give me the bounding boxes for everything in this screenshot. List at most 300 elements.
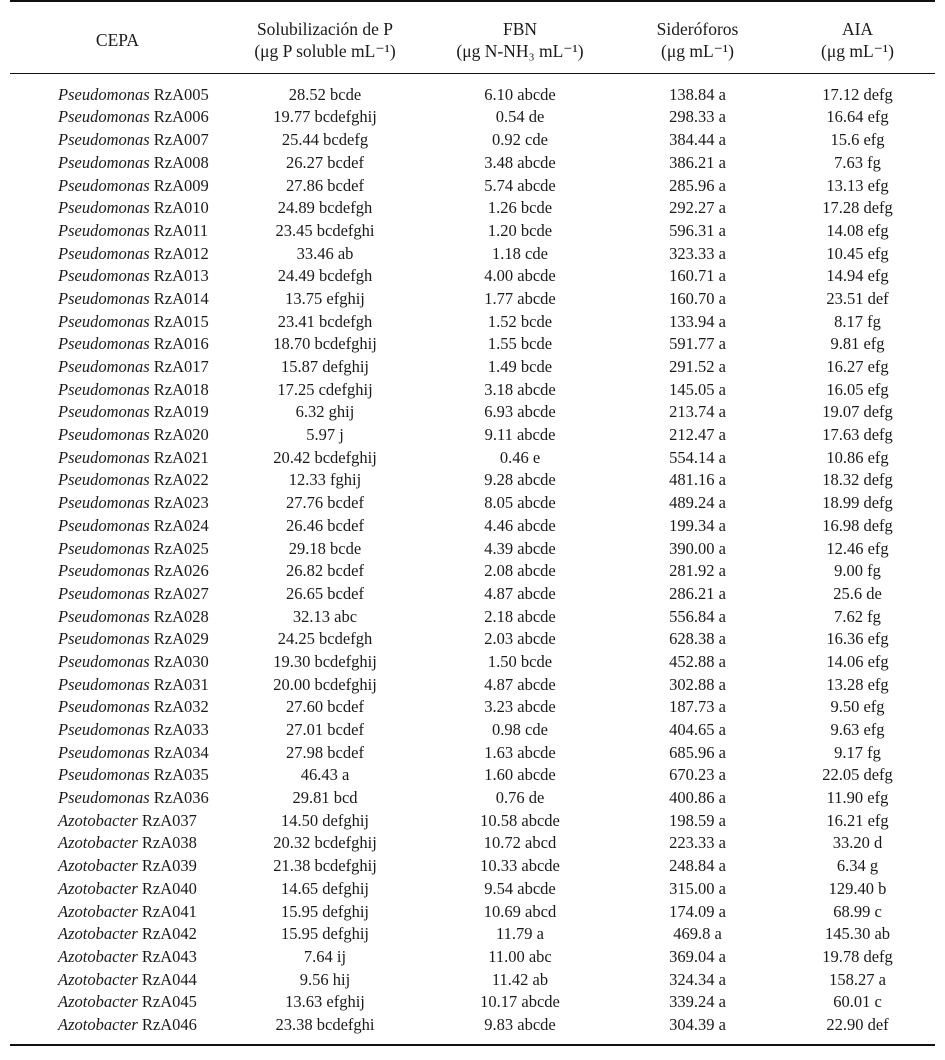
cell-aia: 9.50 efg bbox=[830, 697, 885, 717]
table-row bbox=[10, 606, 935, 629]
strain-genus: Pseudomonas bbox=[58, 765, 150, 785]
cell-siderophores: 685.96 a bbox=[669, 742, 726, 762]
table-row bbox=[10, 674, 935, 697]
cell-fbn: 1.49 bcde bbox=[487, 357, 553, 377]
cell-fbn: 10.33 abcde bbox=[480, 856, 560, 876]
cell-p-solubilization: 21.38 bcdefghij bbox=[273, 856, 377, 876]
table-row bbox=[10, 878, 935, 901]
strain-code: RzA009 bbox=[153, 175, 209, 195]
cell-aia: 68.99 c bbox=[833, 901, 882, 921]
cell-fbn: 10.58 abcde bbox=[480, 810, 560, 830]
table-row bbox=[10, 73, 935, 106]
table-row bbox=[10, 243, 935, 266]
cell-aia: 19.07 defg bbox=[822, 402, 893, 422]
cell-siderophores: 596.31 a bbox=[669, 220, 726, 240]
table-row bbox=[10, 469, 935, 492]
cell-siderophores: 384.44 a bbox=[669, 130, 726, 150]
strain-genus: Pseudomonas bbox=[58, 720, 150, 740]
cell-siderophores: 386.21 a bbox=[669, 152, 726, 172]
cell-strain bbox=[10, 288, 225, 311]
cell-p-solubilization: 6.32 ghij bbox=[295, 402, 355, 422]
cell-aia: 11.90 efg bbox=[826, 788, 889, 808]
cell-aia: 23.51 def bbox=[826, 288, 889, 308]
cell-strain bbox=[10, 174, 225, 197]
cell-siderophores: 292.27 a bbox=[669, 198, 726, 218]
table-row bbox=[10, 288, 935, 311]
strain-code: RzA037 bbox=[141, 810, 197, 830]
strain-genus: Pseudomonas bbox=[58, 402, 150, 422]
cell-fbn: 11.00 abc bbox=[488, 946, 552, 966]
cell-strain bbox=[10, 719, 225, 742]
cell-strain bbox=[10, 220, 225, 243]
strain-code: RzA032 bbox=[153, 697, 209, 717]
cell-aia: 17.63 defg bbox=[822, 425, 893, 445]
cell-aia: 8.17 fg bbox=[834, 311, 881, 331]
cell-aia: 129.40 b bbox=[828, 878, 887, 898]
cell-strain bbox=[10, 492, 225, 515]
cell-p-solubilization: 24.49 bcdefgh bbox=[277, 266, 373, 286]
strain-genus: Pseudomonas bbox=[58, 152, 150, 172]
cell-strain bbox=[10, 537, 225, 560]
strain-genus: Pseudomonas bbox=[58, 629, 150, 649]
cell-siderophores: 286.21 a bbox=[669, 583, 726, 603]
cell-fbn: 3.18 abcde bbox=[484, 379, 556, 399]
strain-code: RzA031 bbox=[153, 674, 209, 694]
strain-genus: Pseudomonas bbox=[58, 357, 150, 377]
cell-strain bbox=[10, 628, 225, 651]
strain-code: RzA024 bbox=[153, 515, 209, 535]
cell-p-solubilization: 18.70 bcdefghij bbox=[273, 334, 377, 354]
table-row bbox=[10, 492, 935, 515]
strain-genus: Pseudomonas bbox=[58, 697, 150, 717]
cell-fbn: 9.11 abcde bbox=[484, 425, 556, 445]
cell-aia: 9.17 fg bbox=[834, 742, 881, 762]
cell-strain bbox=[10, 900, 225, 923]
cell-fbn: 9.83 abcde bbox=[484, 1014, 556, 1034]
cell-strain bbox=[10, 311, 225, 334]
cell-fbn: 10.69 abcd bbox=[483, 901, 557, 921]
cell-siderophores: 160.70 a bbox=[669, 288, 726, 308]
cell-p-solubilization: 26.46 bcdef bbox=[286, 515, 364, 535]
strain-code: RzA045 bbox=[141, 992, 197, 1012]
strain-genus: Azotobacter bbox=[58, 810, 138, 830]
cell-strain bbox=[10, 401, 225, 424]
cell-siderophores: 291.52 a bbox=[669, 357, 726, 377]
cell-strain bbox=[10, 651, 225, 674]
cell-siderophores: 452.88 a bbox=[669, 651, 726, 671]
table-row bbox=[10, 764, 935, 787]
strain-genus: Pseudomonas bbox=[58, 538, 150, 558]
cell-siderophores: 145.05 a bbox=[669, 379, 726, 399]
cell-aia: 13.28 efg bbox=[826, 674, 889, 694]
cell-p-solubilization: 5.97 j bbox=[306, 425, 344, 445]
cell-aia: 22.05 defg bbox=[822, 765, 893, 785]
cell-strain bbox=[10, 787, 225, 810]
cell-p-solubilization: 26.27 bcdef bbox=[286, 152, 364, 172]
strain-code: RzA015 bbox=[153, 311, 209, 331]
cell-fbn: 0.92 cde bbox=[492, 130, 548, 150]
column-header-fbn: FBN (μg N-NH₃ mL⁻¹) bbox=[456, 19, 584, 62]
cell-aia: 12.46 efg bbox=[826, 538, 889, 558]
cell-strain bbox=[10, 152, 225, 175]
cell-p-solubilization: 14.50 defghij bbox=[281, 810, 369, 830]
cell-fbn: 6.93 abcde bbox=[484, 402, 556, 422]
cell-siderophores: 324.34 a bbox=[669, 969, 726, 989]
cell-aia: 9.00 fg bbox=[834, 561, 881, 581]
cell-aia: 16.27 efg bbox=[826, 357, 889, 377]
strain-genus: Pseudomonas bbox=[58, 198, 150, 218]
cell-fbn: 1.20 bcde bbox=[487, 220, 553, 240]
cell-fbn: 4.00 abcde bbox=[484, 266, 556, 286]
cell-aia: 15.6 efg bbox=[830, 130, 885, 150]
cell-aia: 10.86 efg bbox=[826, 447, 889, 467]
column-header-p-solubilization: Solubilización de P (μg P soluble mL⁻¹) bbox=[254, 19, 396, 62]
table-row bbox=[10, 583, 935, 606]
table-row bbox=[10, 900, 935, 923]
cell-fbn: 5.74 abcde bbox=[484, 175, 556, 195]
cell-strain bbox=[10, 265, 225, 288]
cell-fbn: 10.17 abcde bbox=[480, 992, 560, 1012]
cell-aia: 18.32 defg bbox=[822, 470, 893, 490]
cell-aia: 16.21 efg bbox=[826, 810, 889, 830]
strain-code: RzA029 bbox=[153, 629, 209, 649]
table-row bbox=[10, 379, 935, 402]
table-row bbox=[10, 333, 935, 356]
cell-p-solubilization: 27.98 bcdef bbox=[286, 742, 364, 762]
cell-fbn: 1.60 abcde bbox=[484, 765, 556, 785]
strain-code: RzA038 bbox=[141, 833, 197, 853]
cell-siderophores: 199.34 a bbox=[669, 515, 726, 535]
cell-fbn: 1.52 bcde bbox=[487, 311, 553, 331]
cell-p-solubilization: 13.63 efghij bbox=[285, 992, 365, 1012]
strain-genus: Pseudomonas bbox=[58, 288, 150, 308]
cell-aia: 14.08 efg bbox=[826, 220, 889, 240]
cell-fbn: 4.87 abcde bbox=[484, 674, 556, 694]
cell-strain bbox=[10, 946, 225, 969]
cell-p-solubilization: 19.30 bcdefghij bbox=[273, 651, 377, 671]
cell-fbn: 0.46 e bbox=[499, 447, 541, 467]
cell-p-solubilization: 23.41 bcdefgh bbox=[277, 311, 373, 331]
cell-aia: 19.78 defg bbox=[822, 946, 893, 966]
strain-code: RzA033 bbox=[153, 720, 209, 740]
cell-strain bbox=[10, 923, 225, 946]
cell-p-solubilization: 17.25 cdefghij bbox=[277, 379, 373, 399]
table-row bbox=[10, 311, 935, 334]
strain-code: RzA006 bbox=[153, 107, 209, 127]
strain-genus: Azotobacter bbox=[58, 878, 138, 898]
strain-code: RzA010 bbox=[153, 198, 209, 218]
cell-strain bbox=[10, 583, 225, 606]
strain-code: RzA008 bbox=[153, 152, 209, 172]
strain-genus: Pseudomonas bbox=[58, 175, 150, 195]
table-row bbox=[10, 651, 935, 674]
cell-strain bbox=[10, 696, 225, 719]
strain-code: RzA044 bbox=[141, 969, 197, 989]
table-row bbox=[10, 129, 935, 152]
strain-genus: Pseudomonas bbox=[58, 266, 150, 286]
cell-p-solubilization: 12.33 fghij bbox=[288, 470, 362, 490]
strain-genus: Pseudomonas bbox=[58, 583, 150, 603]
cell-fbn: 9.54 abcde bbox=[484, 878, 556, 898]
strain-code: RzA040 bbox=[141, 878, 197, 898]
cell-aia: 16.05 efg bbox=[826, 379, 889, 399]
cell-siderophores: 160.71 a bbox=[669, 266, 726, 286]
cell-aia: 25.6 de bbox=[833, 583, 882, 603]
table-row bbox=[10, 152, 935, 175]
cell-aia: 33.20 d bbox=[832, 833, 883, 853]
cell-fbn: 0.98 cde bbox=[492, 720, 548, 740]
table-row bbox=[10, 265, 935, 288]
table-row bbox=[10, 1014, 935, 1046]
cell-fbn: 0.54 de bbox=[495, 107, 545, 127]
table-row bbox=[10, 356, 935, 379]
cell-p-solubilization: 23.38 bcdefghi bbox=[275, 1014, 375, 1034]
strain-code: RzA036 bbox=[153, 788, 209, 808]
table-row bbox=[10, 560, 935, 583]
table-row bbox=[10, 742, 935, 765]
cell-strain bbox=[10, 742, 225, 765]
cell-p-solubilization: 29.81 bcd bbox=[292, 788, 358, 808]
cell-fbn: 1.26 bcde bbox=[487, 198, 553, 218]
strain-code: RzA034 bbox=[153, 742, 209, 762]
strain-genus: Pseudomonas bbox=[58, 107, 150, 127]
cell-strain bbox=[10, 447, 225, 470]
strain-code: RzA020 bbox=[153, 425, 209, 445]
cell-aia: 16.36 efg bbox=[826, 629, 889, 649]
cell-siderophores: 556.84 a bbox=[669, 606, 726, 626]
strain-genus: Pseudomonas bbox=[58, 379, 150, 399]
cell-strain bbox=[10, 73, 225, 106]
table-row bbox=[10, 719, 935, 742]
strain-code: RzA011 bbox=[153, 220, 209, 240]
cell-p-solubilization: 20.32 bcdefghij bbox=[273, 833, 377, 853]
cell-strain bbox=[10, 515, 225, 538]
cell-aia: 60.01 c bbox=[833, 992, 882, 1012]
cell-p-solubilization: 29.18 bcde bbox=[288, 538, 362, 558]
table-row bbox=[10, 810, 935, 833]
cell-siderophores: 591.77 a bbox=[669, 334, 726, 354]
column-header-siderophores: Sideróforos (μg mL⁻¹) bbox=[656, 19, 739, 62]
cell-fbn: 1.18 cde bbox=[492, 243, 548, 263]
strain-genus: Pseudomonas bbox=[58, 334, 150, 354]
strain-genus: Azotobacter bbox=[58, 901, 138, 921]
cell-aia: 10.45 efg bbox=[826, 243, 889, 263]
cell-strain bbox=[10, 606, 225, 629]
cell-p-solubilization: 33.46 ab bbox=[296, 243, 354, 263]
cell-siderophores: 554.14 a bbox=[669, 447, 726, 467]
strain-code: RzA026 bbox=[153, 561, 209, 581]
cell-siderophores: 281.92 a bbox=[669, 561, 726, 581]
cell-strain bbox=[10, 379, 225, 402]
table-row bbox=[10, 946, 935, 969]
strain-genus: Pseudomonas bbox=[58, 561, 150, 581]
cell-p-solubilization: 27.86 bcdef bbox=[286, 175, 364, 195]
cell-fbn: 2.08 abcde bbox=[484, 561, 556, 581]
strain-genus: Pseudomonas bbox=[58, 493, 150, 513]
cell-p-solubilization: 28.52 bcde bbox=[288, 84, 362, 104]
cell-siderophores: 285.96 a bbox=[669, 175, 726, 195]
table-row bbox=[10, 220, 935, 243]
cell-fbn: 2.03 abcde bbox=[484, 629, 556, 649]
cell-p-solubilization: 9.56 hij bbox=[299, 969, 351, 989]
strain-genus: Pseudomonas bbox=[58, 674, 150, 694]
cell-siderophores: 489.24 a bbox=[669, 493, 726, 513]
cell-fbn: 0.76 de bbox=[495, 788, 545, 808]
strain-genus: Azotobacter bbox=[58, 856, 138, 876]
cell-fbn: 4.39 abcde bbox=[484, 538, 556, 558]
cell-siderophores: 302.88 a bbox=[669, 674, 726, 694]
table-row bbox=[10, 696, 935, 719]
cell-p-solubilization: 23.45 bcdefghi bbox=[275, 220, 375, 240]
cell-p-solubilization: 24.25 bcdefgh bbox=[277, 629, 373, 649]
cell-p-solubilization: 26.82 bcdef bbox=[286, 561, 364, 581]
table-row bbox=[10, 447, 935, 470]
cell-strain bbox=[10, 243, 225, 266]
cell-aia: 16.98 defg bbox=[822, 515, 893, 535]
cell-siderophores: 213.74 a bbox=[669, 402, 726, 422]
strain-code: RzA017 bbox=[153, 357, 209, 377]
cell-fbn: 4.87 abcde bbox=[484, 583, 556, 603]
column-header-strain: CEPA bbox=[95, 30, 140, 51]
cell-strain bbox=[10, 878, 225, 901]
strain-genus: Pseudomonas bbox=[58, 425, 150, 445]
cell-strain bbox=[10, 832, 225, 855]
cell-fbn: 6.10 abcde bbox=[484, 84, 556, 104]
table-row bbox=[10, 969, 935, 992]
strain-code: RzA028 bbox=[153, 606, 209, 626]
header-row bbox=[10, 1, 935, 73]
cell-fbn: 8.05 abcde bbox=[484, 493, 556, 513]
cell-strain bbox=[10, 810, 225, 833]
table-row bbox=[10, 515, 935, 538]
cell-siderophores: 481.16 a bbox=[669, 470, 726, 490]
cell-aia: 16.64 efg bbox=[826, 107, 889, 127]
table-row bbox=[10, 832, 935, 855]
cell-siderophores: 404.65 a bbox=[669, 720, 726, 740]
cell-p-solubilization: 20.42 bcdefghij bbox=[273, 447, 377, 467]
strain-genus: Azotobacter bbox=[58, 1014, 138, 1034]
cell-fbn: 4.46 abcde bbox=[484, 515, 556, 535]
strain-code: RzA035 bbox=[153, 765, 209, 785]
cell-p-solubilization: 27.76 bcdef bbox=[286, 493, 364, 513]
strain-genus: Pseudomonas bbox=[58, 742, 150, 762]
cell-fbn: 3.23 abcde bbox=[484, 697, 556, 717]
strain-genus: Pseudomonas bbox=[58, 130, 150, 150]
cell-siderophores: 469.8 a bbox=[673, 924, 722, 944]
table-row bbox=[10, 787, 935, 810]
table-row bbox=[10, 537, 935, 560]
strain-genus: Pseudomonas bbox=[58, 447, 150, 467]
cell-aia: 18.99 defg bbox=[822, 493, 893, 513]
cell-strain bbox=[10, 855, 225, 878]
strain-code: RzA042 bbox=[141, 924, 197, 944]
table-row bbox=[10, 401, 935, 424]
table-row bbox=[10, 628, 935, 651]
strain-code: RzA046 bbox=[141, 1014, 197, 1034]
cell-p-solubilization: 15.87 defghij bbox=[281, 357, 369, 377]
strain-genus: Pseudomonas bbox=[58, 220, 150, 240]
table-head bbox=[10, 1, 935, 73]
cell-aia: 7.63 fg bbox=[834, 152, 881, 172]
cell-fbn: 9.28 abcde bbox=[484, 470, 556, 490]
strain-genus: Pseudomonas bbox=[58, 788, 150, 808]
cell-strain bbox=[10, 356, 225, 379]
cell-siderophores: 212.47 a bbox=[669, 425, 726, 445]
cell-strain bbox=[10, 197, 225, 220]
cell-siderophores: 198.59 a bbox=[669, 810, 726, 830]
cell-siderophores: 369.04 a bbox=[669, 946, 726, 966]
table-body bbox=[10, 73, 935, 1045]
strain-genus: Pseudomonas bbox=[58, 651, 150, 671]
cell-siderophores: 174.09 a bbox=[669, 901, 726, 921]
cell-aia: 22.90 def bbox=[826, 1014, 889, 1034]
strain-code: RzA039 bbox=[141, 856, 197, 876]
strain-genus: Azotobacter bbox=[58, 833, 138, 853]
cell-p-solubilization: 27.01 bcdef bbox=[286, 720, 364, 740]
strain-genus: Azotobacter bbox=[58, 924, 138, 944]
cell-aia: 9.81 efg bbox=[830, 334, 885, 354]
cell-strain bbox=[10, 129, 225, 152]
cell-strain bbox=[10, 106, 225, 129]
cell-fbn: 3.48 abcde bbox=[484, 152, 556, 172]
table-row bbox=[10, 991, 935, 1014]
strain-code: RzA025 bbox=[153, 538, 209, 558]
cell-siderophores: 248.84 a bbox=[669, 856, 726, 876]
cell-siderophores: 315.00 a bbox=[669, 878, 726, 898]
strain-code: RzA041 bbox=[141, 901, 197, 921]
cell-siderophores: 223.33 a bbox=[669, 833, 726, 853]
strain-code: RzA005 bbox=[153, 84, 209, 104]
strain-genus: Pseudomonas bbox=[58, 470, 150, 490]
cell-aia: 13.13 efg bbox=[826, 175, 889, 195]
strain-code: RzA018 bbox=[153, 379, 209, 399]
cell-aia: 14.06 efg bbox=[826, 651, 889, 671]
table-row bbox=[10, 106, 935, 129]
strain-code: RzA013 bbox=[153, 266, 209, 286]
strain-code: RzA012 bbox=[153, 243, 209, 263]
strain-code: RzA016 bbox=[153, 334, 209, 354]
cell-p-solubilization: 27.60 bcdef bbox=[286, 697, 364, 717]
cell-aia: 7.62 fg bbox=[834, 606, 881, 626]
strain-code: RzA014 bbox=[153, 288, 209, 308]
cell-p-solubilization: 15.95 defghij bbox=[281, 924, 369, 944]
cell-siderophores: 323.33 a bbox=[669, 243, 726, 263]
cell-siderophores: 400.86 a bbox=[669, 788, 726, 808]
table-row bbox=[10, 424, 935, 447]
cell-p-solubilization: 7.64 ij bbox=[303, 946, 347, 966]
cell-p-solubilization: 46.43 a bbox=[300, 765, 350, 785]
cell-strain bbox=[10, 764, 225, 787]
column-header-aia: AIA (μg mL⁻¹) bbox=[821, 19, 894, 62]
cell-aia: 17.12 defg bbox=[822, 84, 893, 104]
cell-aia: 9.63 efg bbox=[830, 720, 885, 740]
cell-aia: 17.28 defg bbox=[822, 198, 893, 218]
strain-genus: Pseudomonas bbox=[58, 606, 150, 626]
cell-p-solubilization: 25.44 bcdefg bbox=[281, 130, 369, 150]
cell-siderophores: 298.33 a bbox=[669, 107, 726, 127]
cell-strain bbox=[10, 674, 225, 697]
strain-code: RzA043 bbox=[141, 946, 197, 966]
cell-fbn: 1.63 abcde bbox=[484, 742, 556, 762]
cell-p-solubilization: 19.77 bcdefghij bbox=[273, 107, 377, 127]
cell-aia: 145.30 ab bbox=[824, 924, 891, 944]
table-row bbox=[10, 855, 935, 878]
table-row bbox=[10, 923, 935, 946]
strain-code: RzA027 bbox=[153, 583, 209, 603]
strain-genus: Azotobacter bbox=[58, 946, 138, 966]
cell-p-solubilization: 14.65 defghij bbox=[281, 878, 369, 898]
table-row bbox=[10, 174, 935, 197]
